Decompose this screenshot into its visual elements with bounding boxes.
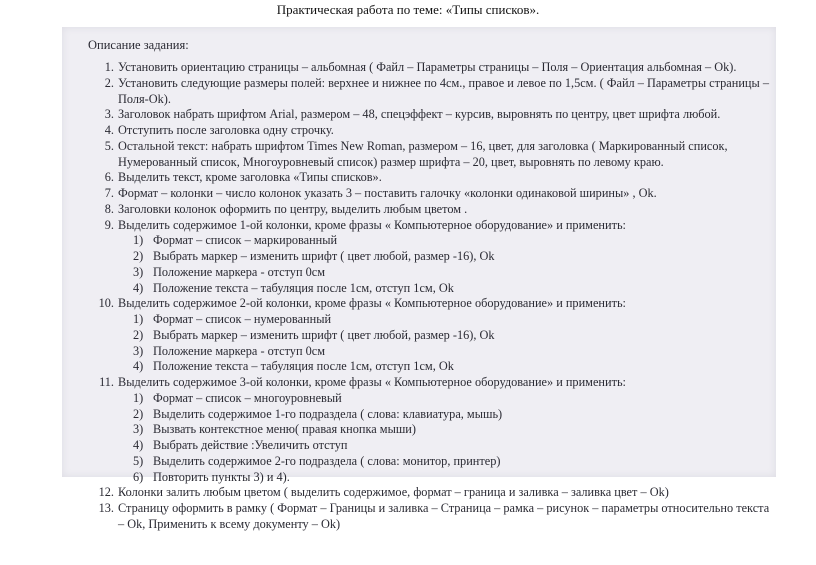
- subtask-item: [62, 265, 772, 281]
- item-number: 2.: [104, 75, 114, 90]
- subitem-text: Положение текста – табуляция после 1см, отступ 1см, Ok: [153, 280, 454, 295]
- item-number: 13.: [98, 501, 114, 515]
- subtask-item: [62, 438, 772, 454]
- document-title: Практическая работа по теме: «Типы списков».: [276, 2, 540, 17]
- subitem-text: Вызвать контекстное меню( правая кнопка мыши): [153, 422, 416, 437]
- item-text: Заголовок набрать шрифтом Arial, размером – 48, спецэффект – курсив, выровнять по центру, цвет шрифта любой.: [118, 107, 721, 122]
- task-item: [62, 60, 772, 76]
- task-item: [62, 218, 772, 234]
- item-number: 5.: [104, 138, 114, 153]
- item-text: Страницу оформить в рамку ( Формат – Границы и заливка – Страница – рамка – рисунок – параметры относительно текста – Ok, Применить к всему документу – Ok): [118, 501, 770, 531]
- item-number: 11.: [99, 375, 114, 389]
- task-item: [62, 501, 772, 533]
- item-text: Колонки залить любым цветом ( выделить содержимое, формат – граница и заливка – заливка цвет – Ok): [118, 485, 669, 500]
- item-number: 10.: [98, 296, 114, 311]
- task-description-heading: Описание задания:: [88, 38, 189, 52]
- subtask-item: [62, 391, 772, 407]
- item-text: Отступить после заголовка одну строчку.: [118, 123, 334, 137]
- item-text: Установить следующие размеры полей: верхнее и нижнее по 4см., правое и левое по 1,5см. ( Файл – Параметры страницы – Поля-Ok).: [118, 75, 769, 106]
- item-number: 8.: [104, 201, 114, 216]
- subitem-text: Положение маркера - отступ 0см: [153, 264, 325, 279]
- item-number: 9.: [104, 217, 114, 232]
- subitem-text: Выбрать маркер – изменить шрифт ( цвет любой, размер -16), Ok: [153, 327, 495, 342]
- subitem-text: Выбрать действие :Увеличить отступ: [153, 438, 348, 452]
- subtask-item: [62, 454, 772, 470]
- task-item: [62, 107, 772, 123]
- subitem-text: Положение маркера - отступ 0см: [153, 343, 325, 358]
- item-text: Установить ориентацию страницы – альбомная ( Файл – Параметры страницы – Поля – Ориентация альбомная – Ok).: [118, 60, 737, 74]
- task-item: [62, 375, 772, 391]
- subitem-text: Выбрать маркер – изменить шрифт ( цвет любой, размер -16), Ok: [153, 249, 495, 263]
- item-number: 12.: [98, 485, 114, 500]
- task-list: [62, 60, 772, 533]
- subitem-number: 2): [133, 406, 144, 421]
- item-number: 6.: [104, 170, 114, 185]
- subitem-number: 3): [133, 264, 144, 279]
- subitem-number: 3): [133, 343, 144, 358]
- subitem-text: Положение текста – табуляция после 1см, отступ 1см, Ok: [153, 359, 454, 374]
- subtask-item: [62, 312, 772, 328]
- subtask-item: [62, 233, 772, 249]
- subitem-number: 1): [133, 233, 144, 248]
- subitem-number: 5): [133, 453, 144, 468]
- subitem-number: 4): [133, 359, 144, 374]
- subitem-text: Повторить пункты 3) и 4).: [153, 469, 290, 484]
- subitem-text: Формат – список – маркированный: [153, 233, 338, 248]
- task-item: [62, 296, 772, 312]
- item-text: Заголовки колонок оформить по центру, выделить любым цветом .: [118, 201, 468, 216]
- task-item: [62, 170, 772, 186]
- task-item: [62, 186, 772, 202]
- item-text: Выделить текст, кроме заголовка «Типы списков».: [118, 170, 382, 185]
- subitem-text: Формат – список – нумерованный: [153, 312, 332, 326]
- subtask-item: [62, 344, 772, 360]
- task-item: [62, 202, 772, 218]
- item-number: 1.: [104, 60, 114, 74]
- subtask-item: [62, 249, 772, 265]
- task-item: [62, 123, 772, 139]
- subtask-item: [62, 407, 772, 423]
- task-item: [62, 139, 772, 171]
- item-number: 4.: [104, 123, 114, 137]
- item-text: Выделить содержимое 3-ой колонки, кроме фразы « Компьютерное оборудование» и применить:: [118, 375, 626, 389]
- subtask-item: [62, 281, 772, 297]
- subitem-number: 4): [133, 280, 144, 295]
- subitem-number: 6): [133, 469, 144, 484]
- subtask-item: [62, 359, 772, 375]
- item-number: 3.: [104, 107, 114, 122]
- item-text: Формат – колонки – число колонок указать 3 – поставить галочку «колонки одинаковой ширины» , Ok.: [118, 186, 657, 200]
- subitem-number: 2): [133, 327, 144, 342]
- item-text: Остальной текст: набрать шрифтом Times New Roman, размером – 16, цвет, для заголовка ( Маркированный список, Нумерованный список, Многоуровневый список) размер шрифта – 20, цвет, выровнять по левому краю.: [118, 138, 728, 169]
- subitem-number: 2): [133, 249, 144, 263]
- subitem-text: Выделить содержимое 1-го подраздела ( слова: клавиатура, мышь): [153, 406, 503, 421]
- subtask-item: [62, 328, 772, 344]
- subtask-item: [62, 422, 772, 438]
- subtask-item: [62, 470, 772, 486]
- item-text: Выделить содержимое 1-ой колонки, кроме фразы « Компьютерное оборудование» и применить:: [118, 217, 626, 232]
- subitem-number: 1): [133, 390, 144, 405]
- item-text: Выделить содержимое 2-ой колонки, кроме фразы « Компьютерное оборудование» и применить:: [118, 296, 626, 311]
- subitem-number: 4): [133, 438, 144, 452]
- subitem-number: 1): [133, 312, 144, 326]
- item-number: 7.: [104, 186, 114, 200]
- subitem-text: Формат – список – многоуровневый: [153, 390, 342, 405]
- task-item: [62, 485, 772, 501]
- task-item: [62, 76, 772, 108]
- subitem-number: 3): [133, 422, 144, 437]
- subitem-text: Выделить содержимое 2-го подраздела ( слова: монитор, принтер): [153, 453, 501, 468]
- scanned-page: [62, 27, 776, 531]
